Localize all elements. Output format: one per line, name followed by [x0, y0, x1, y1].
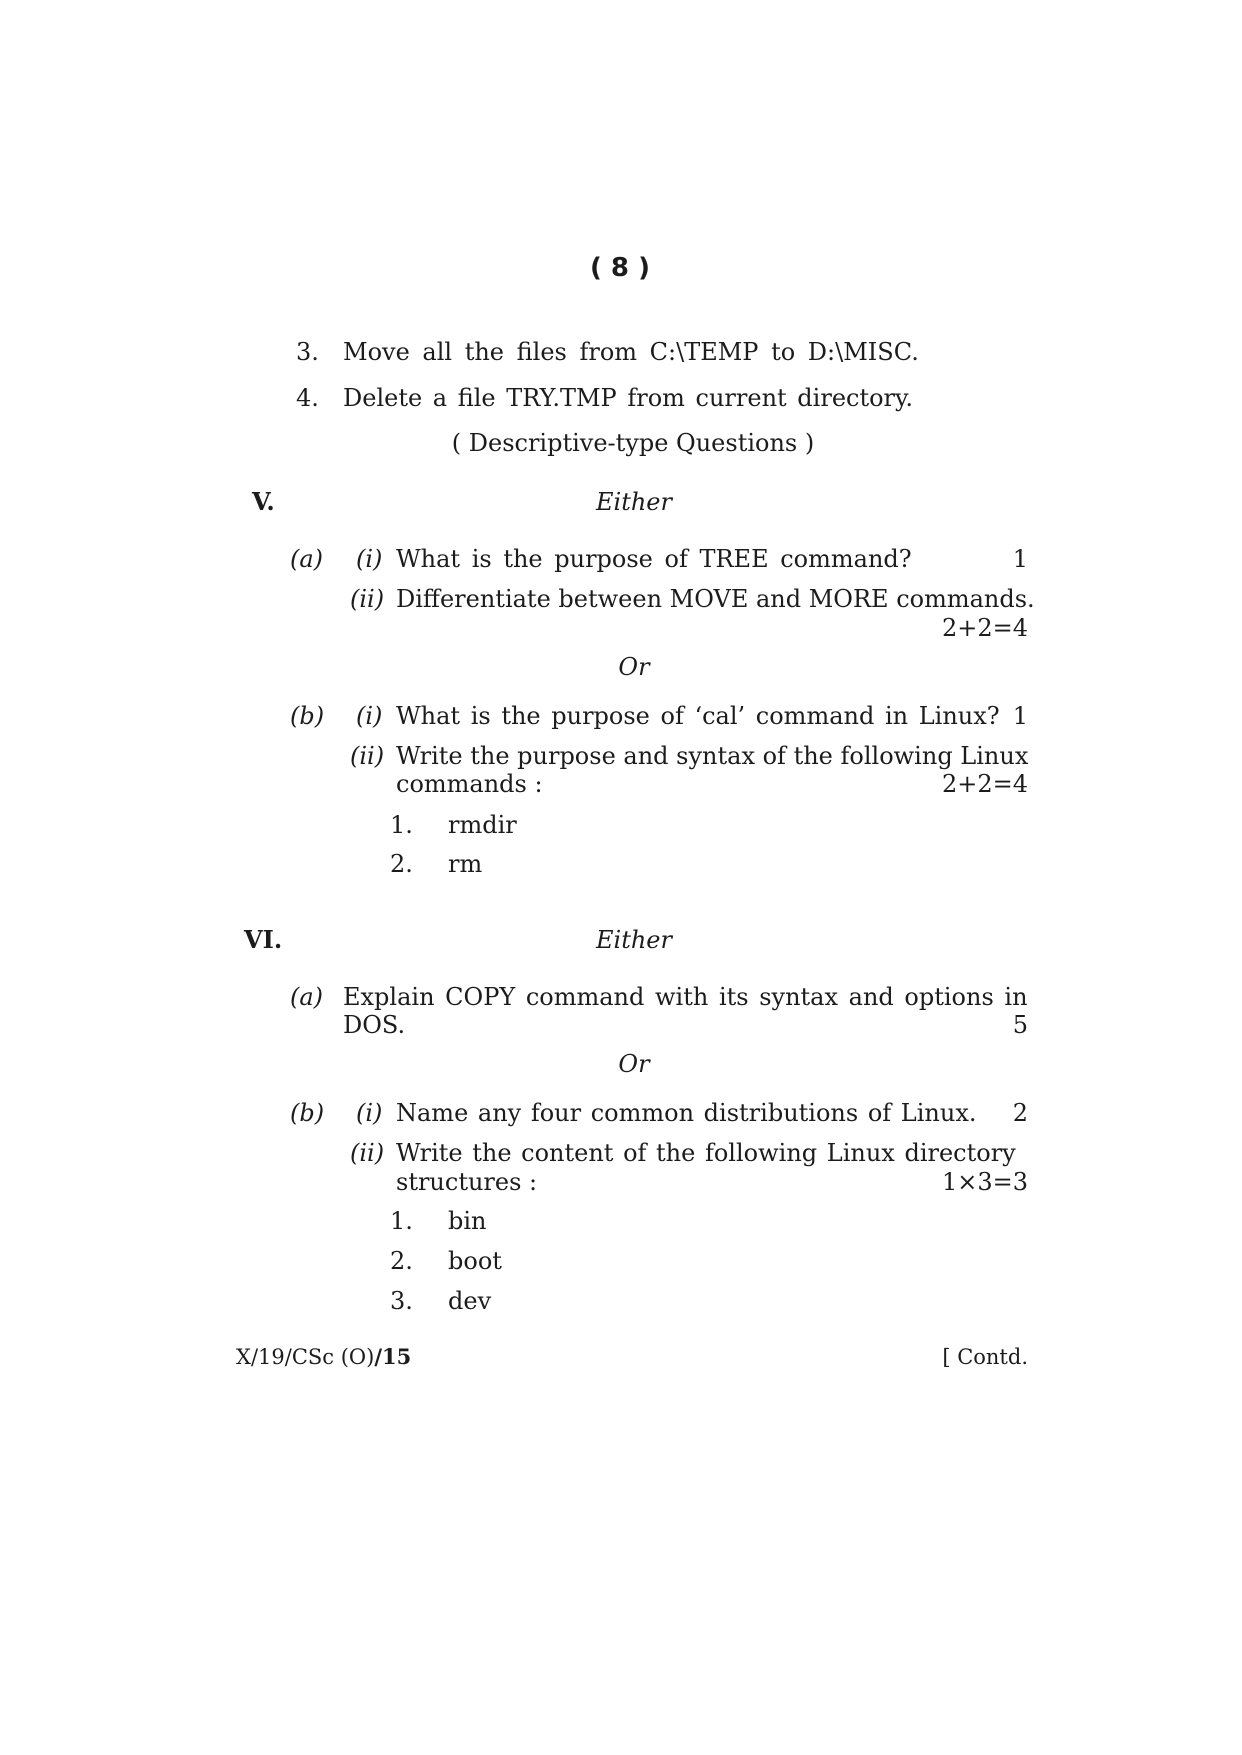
q6-b-i-text: Name any four common distributions of Linux. — [396, 1099, 977, 1127]
q6-a-line2: DOS. — [343, 1011, 406, 1039]
q6-a-label: (a) — [290, 983, 324, 1011]
item-4-text: Delete a file TRY.TMP from current directory. — [343, 384, 914, 412]
q5-b-i-text: What is the purpose of ‘cal’ command in Linux? — [396, 702, 1000, 730]
q6-a-line1: Explain COPY command with its syntax and options in — [343, 983, 1028, 1011]
item-3-text: Move all the files from C:\TEMP to D:\MISC. — [343, 338, 919, 366]
footer-paper-code — [236, 1342, 536, 1372]
q5-b-i-label: (i) — [356, 702, 383, 730]
question-5-or: Or — [618, 653, 650, 681]
q5-b-ii-line2: commands : — [396, 770, 543, 798]
page-number: ( 8 ) — [590, 253, 650, 283]
q5-b-ii-line1: Write the purpose and syntax of the following Linux — [396, 742, 1029, 770]
question-6-or: Or — [618, 1050, 650, 1078]
q6-b-i-label: (i) — [356, 1099, 383, 1127]
q6-b-ii-label: (ii) — [350, 1139, 385, 1167]
footer-code-bold: /15 — [374, 1344, 412, 1369]
q5-a-ii-marks: 2+2=4 — [941, 614, 1028, 642]
q6-b-list-1-text: bin — [448, 1207, 487, 1235]
q6-b-ii-marks: 1×3=3 — [941, 1168, 1028, 1196]
q5-b-i-marks: 1 — [1012, 702, 1028, 730]
q6-b-ii-line2: structures : — [396, 1168, 538, 1196]
q5-b-list-1-text: rmdir — [448, 811, 517, 839]
footer-code: X/19/CSc (O) — [236, 1345, 375, 1369]
question-6-label: VI. — [244, 925, 283, 954]
q6-b-ii-line1: Write the content of the following Linux directory — [396, 1139, 1016, 1167]
q5-a-label: (a) — [290, 545, 324, 573]
item-4-number: 4. — [296, 384, 319, 412]
q6-b-list-3-number: 3. — [390, 1287, 413, 1315]
q6-b-list-3-text: dev — [448, 1287, 492, 1315]
q6-b-list-2-text: boot — [448, 1247, 502, 1275]
q5-a-ii-text: Differentiate between MOVE and MORE commands. — [396, 585, 1035, 613]
q6-b-label: (b) — [290, 1099, 325, 1127]
q5-b-ii-marks: 2+2=4 — [941, 770, 1028, 798]
q6-b-list-1-number: 1. — [390, 1207, 413, 1235]
question-5-either: Either — [596, 488, 672, 516]
q6-b-i-marks: 2 — [1012, 1099, 1028, 1127]
q6-a-marks: 5 — [1012, 1011, 1028, 1039]
q5-b-list-2-text: rm — [448, 850, 483, 878]
q5-a-i-text: What is the purpose of TREE command? — [396, 545, 912, 573]
q5-a-i-label: (i) — [356, 545, 383, 573]
footer-contd: [ Contd. — [942, 1345, 1028, 1369]
q6-b-list-2-number: 2. — [390, 1247, 413, 1275]
question-5-label: V. — [252, 487, 275, 516]
q5-b-list-1-number: 1. — [390, 811, 413, 839]
q5-b-label: (b) — [290, 702, 325, 730]
question-6-either: Either — [596, 926, 672, 954]
section-heading: ( Descriptive-type Questions ) — [451, 429, 815, 457]
q5-b-ii-label: (ii) — [350, 742, 385, 770]
q5-a-i-marks: 1 — [1012, 545, 1028, 573]
item-3-number: 3. — [296, 338, 319, 366]
q5-b-list-2-number: 2. — [390, 850, 413, 878]
q5-a-ii-label: (ii) — [350, 585, 385, 613]
